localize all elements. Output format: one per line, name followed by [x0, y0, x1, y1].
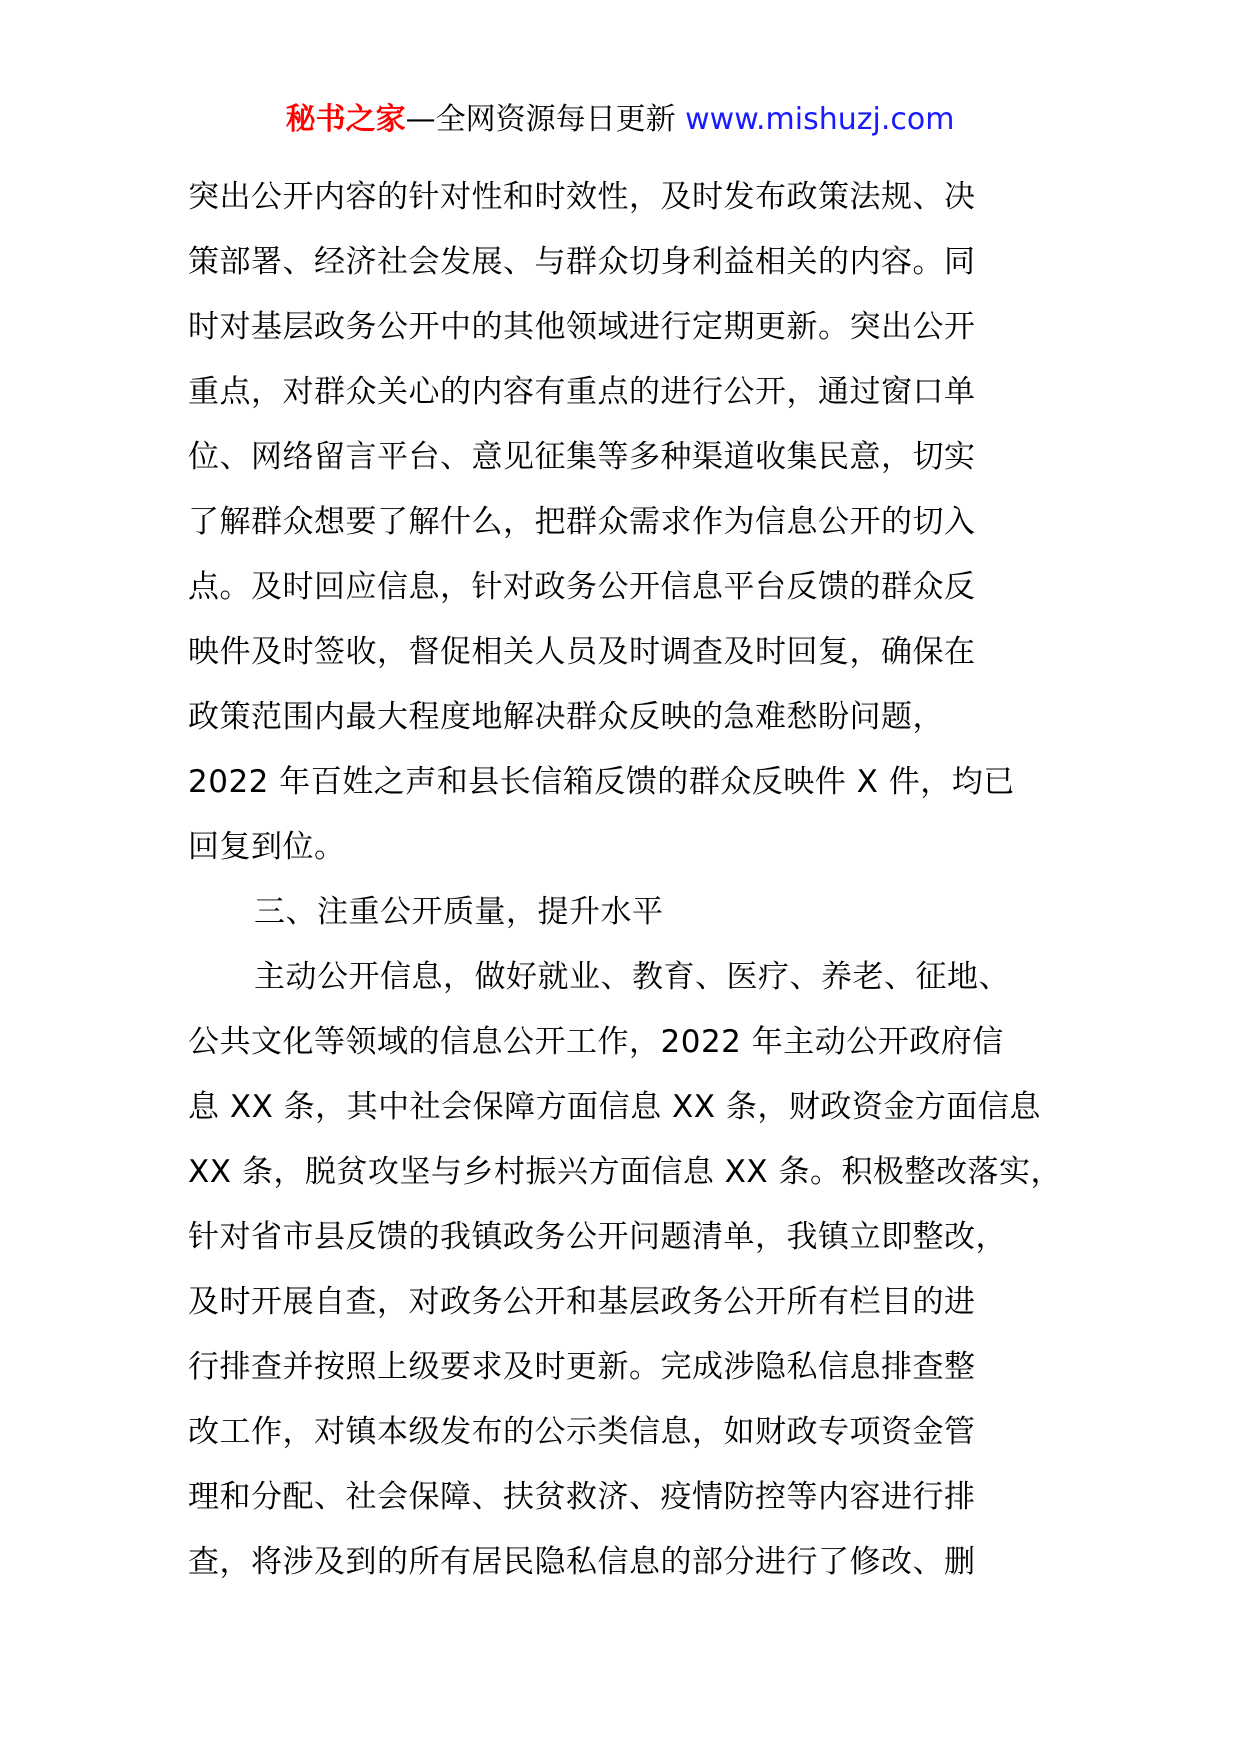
text-line: 公共文化等领域的信息公开工作，2022 年主动公开政府信	[188, 1024, 1004, 1060]
text-line: 2022 年百姓之声和县长信箱反馈的群众反映件 X 件，均已	[188, 764, 1015, 800]
section-heading: 三、注重公开质量，提升水平	[254, 894, 664, 930]
text-line: 政策范围内最大程度地解决群众反映的急难愁盼问题，	[188, 699, 944, 735]
text-line: 位、网络留言平台、意见征集等多种渠道收集民意，切实	[188, 439, 976, 475]
text-line: 查，将涉及到的所有居民隐私信息的部分进行了修改、删	[188, 1544, 976, 1580]
text-line: 针对省市县反馈的我镇政务公开问题清单，我镇立即整改，	[188, 1219, 1007, 1255]
text-line: 重点，对群众关心的内容有重点的进行公开，通过窗口单	[188, 374, 976, 410]
document-body	[188, 165, 1088, 1595]
header-tagline: —全网资源每日更新	[405, 102, 686, 137]
text-line: 时对基层政务公开中的其他领域进行定期更新。突出公开	[188, 309, 976, 345]
text-line: 行排查并按照上级要求及时更新。完成涉隐私信息排查整	[188, 1349, 976, 1385]
text-line: XX 条，脱贫攻坚与乡村振兴方面信息 XX 条。积极整改落实，	[188, 1154, 1063, 1190]
brand-name: 秘书之家	[285, 102, 406, 137]
text-line: 点。及时回应信息，针对政务公开信息平台反馈的群众反	[188, 569, 976, 605]
text-line: 映件及时签收，督促相关人员及时调查及时回复，确保在	[188, 634, 976, 670]
text-line: 了解群众想要了解什么，把群众需求作为信息公开的切入	[188, 504, 976, 540]
text-line: 改工作，对镇本级发布的公示类信息，如财政专项资金管	[188, 1414, 976, 1450]
text-line: 突出公开内容的针对性和时效性，及时发布政策法规、决	[188, 179, 976, 215]
watermark-header	[0, 100, 1240, 140]
text-line: 息 XX 条，其中社会保障方面信息 XX 条，财政资金方面信息	[188, 1089, 1041, 1125]
text-line: 策部署、经济社会发展、与群众切身利益相关的内容。同	[188, 244, 976, 280]
paragraph-first-line: 主动公开信息，做好就业、教育、医疗、养老、征地、	[254, 959, 1010, 995]
text-line: 回复到位。	[188, 829, 346, 865]
text-line: 理和分配、社会保障、扶贫救济、疫情防控等内容进行排	[188, 1479, 976, 1515]
header-url[interactable]: www.mishuzj.com	[685, 102, 955, 137]
text-line: 及时开展自查，对政务公开和基层政务公开所有栏目的进	[188, 1284, 976, 1320]
